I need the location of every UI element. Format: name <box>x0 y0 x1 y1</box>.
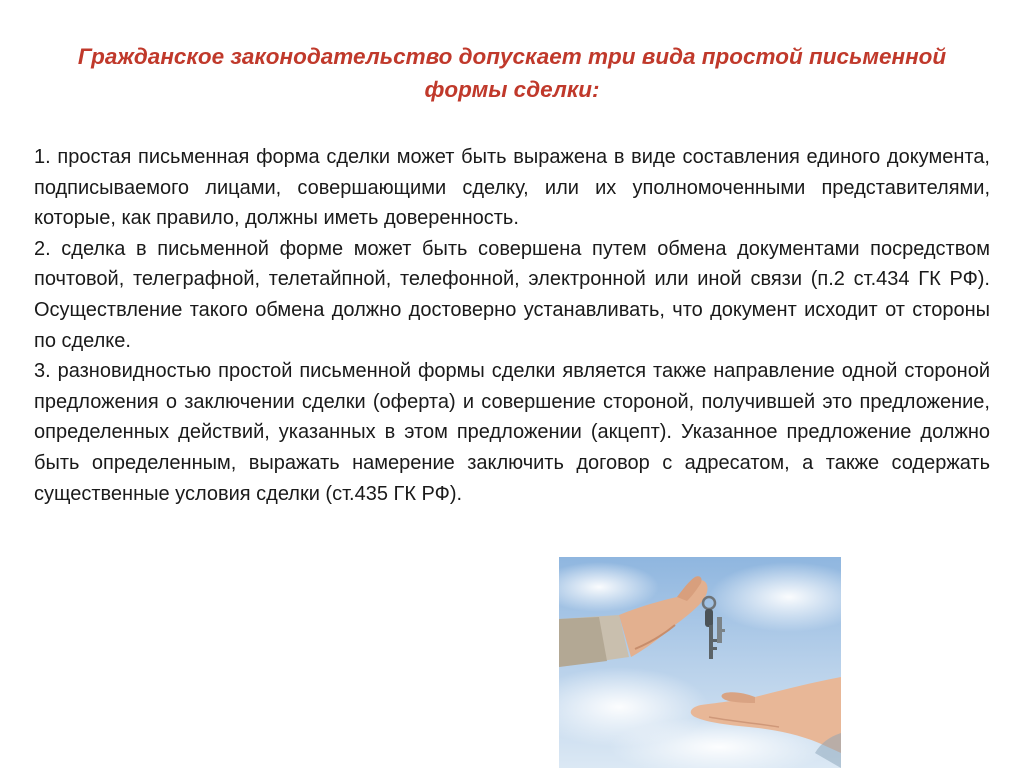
paragraph-1: 1. простая письменная форма сделки может быть выражена в виде составления единого документа, подписываемого лицами, совершающими сделку, или их уполномоченными представителями, которые, как правило, должны иметь доверенность. <box>34 146 990 230</box>
paragraph-2: 2. сделка в письменной форме может быть совершена путем обмена документами посредством почтовой, телеграфной, телетайпной, телефонной, электронной или иной связи (п.2 ст.434 ГК РФ). Осуществление такого обмена должно достоверно устанавливать, что документ исходит от стороны по сделке. <box>34 237 990 352</box>
slide-body <box>34 142 990 509</box>
photo-illustration <box>559 557 841 768</box>
paragraph-3: 3. разновидностью простой письменной формы сделки является также направление одной стороной предложения о заключении сделки (оферта) и совершение стороной, получившей это предложение, определенных действий, указанных в этом предложении (акцепт). Указанное предложение должно быть определенным, выражать намерение заключить договор с адресатом, а также содержать существенные условия сделки (ст.435 ГК РФ). <box>34 360 990 505</box>
slide-title: Гражданское законодательство допускает три вида простой письменной формы сделки: <box>77 44 947 102</box>
hands-passing-keys-photo <box>559 557 841 768</box>
